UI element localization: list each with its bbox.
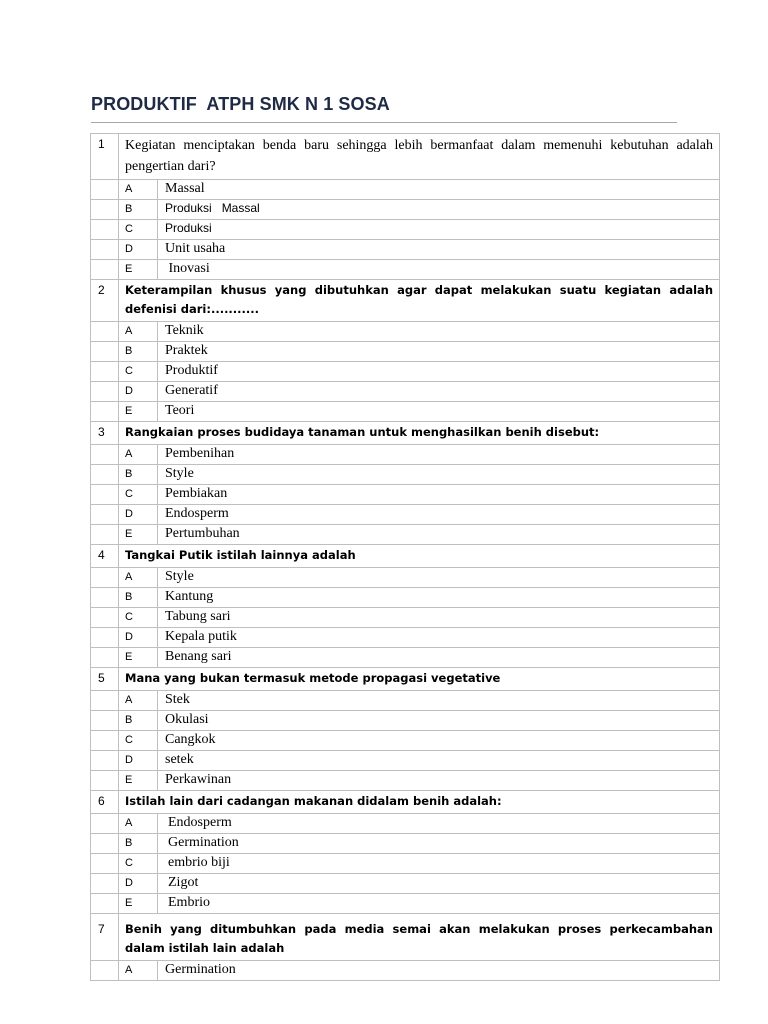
option-letter: D [119,382,158,402]
spacer-cell [91,874,119,894]
option-row [91,180,720,200]
spacer-cell [91,961,119,981]
option-text: Generatif [158,382,720,402]
question-table [90,133,720,981]
option-row [91,342,720,362]
option-row [91,465,720,485]
question-text: Kegiatan menciptakan benda baru sehingga lebih bermanfaat dalam memenuhi kebutuhan adalah pengertian dari? [119,134,720,180]
spacer-cell [91,465,119,485]
option-text: Zigot [158,874,720,894]
option-letter: A [119,322,158,342]
option-text: Style [158,568,720,588]
spacer-cell [91,260,119,280]
option-text: Germination [158,834,720,854]
question-row [91,545,720,568]
question-number: 1 [91,134,119,180]
option-row [91,220,720,240]
option-letter: C [119,362,158,382]
option-letter: E [119,525,158,545]
spacer-cell [91,220,119,240]
spacer-cell [91,731,119,751]
question-text: Istilah lain dari cadangan makanan didalam benih adalah: [119,791,720,814]
spacer-cell [91,628,119,648]
spacer-cell [91,445,119,465]
option-row [91,731,720,751]
option-letter: E [119,260,158,280]
option-row [91,961,720,981]
option-text: Perkawinan [158,771,720,791]
option-row [91,711,720,731]
option-row [91,322,720,342]
option-text: Kantung [158,588,720,608]
spacer-cell [91,691,119,711]
option-text: Stek [158,691,720,711]
question-text: Tangkai Putik istilah lainnya adalah [119,545,720,568]
option-letter: C [119,608,158,628]
option-text: Benang sari [158,648,720,668]
option-letter: D [119,751,158,771]
spacer-cell [91,771,119,791]
option-letter: C [119,485,158,505]
option-text: Embrio [158,894,720,914]
option-text: Germination [158,961,720,981]
option-text: Produksi Massal [158,200,720,220]
option-letter: E [119,648,158,668]
spacer-cell [91,894,119,914]
option-letter: D [119,874,158,894]
option-letter: A [119,691,158,711]
question-row [91,134,720,180]
option-text: Praktek [158,342,720,362]
spacer-cell [91,588,119,608]
spacer-cell [91,362,119,382]
question-row [91,422,720,445]
question-text: Rangkaian proses budidaya tanaman untuk menghasilkan benih disebut: [119,422,720,445]
spacer-cell [91,751,119,771]
option-letter: C [119,731,158,751]
option-letter: B [119,342,158,362]
option-letter: B [119,200,158,220]
question-row [91,791,720,814]
option-letter: A [119,180,158,200]
option-row [91,628,720,648]
page-title: PRODUKTIF ATPH SMK N 1 SOSA [91,94,390,114]
question-text: Benih yang ditumbuhkan pada media semai akan melakukan proses perkecambahan dalam istilah lain adalah [119,914,720,961]
spacer-cell [91,485,119,505]
spacer-cell [91,711,119,731]
option-text: Pertumbuhan [158,525,720,545]
option-letter: E [119,894,158,914]
option-row [91,402,720,422]
option-text: embrio biji [158,854,720,874]
option-row [91,240,720,260]
option-row [91,608,720,628]
spacer-cell [91,402,119,422]
question-number: 4 [91,545,119,568]
question-number: 5 [91,668,119,691]
option-text: Massal [158,180,720,200]
option-text: setek [158,751,720,771]
option-row [91,751,720,771]
option-letter: D [119,505,158,525]
question-row [91,668,720,691]
option-text: Pembenihan [158,445,720,465]
question-row [91,280,720,322]
spacer-cell [91,525,119,545]
option-row [91,771,720,791]
spacer-cell [91,608,119,628]
option-row [91,874,720,894]
option-row [91,854,720,874]
option-row [91,445,720,465]
spacer-cell [91,568,119,588]
option-row [91,691,720,711]
option-letter: E [119,402,158,422]
option-row [91,382,720,402]
option-text: Pembiakan [158,485,720,505]
spacer-cell [91,505,119,525]
option-letter: A [119,814,158,834]
option-letter: D [119,628,158,648]
option-letter: D [119,240,158,260]
option-row [91,648,720,668]
option-letter: B [119,465,158,485]
option-text: Style [158,465,720,485]
question-text: Keterampilan khusus yang dibutuhkan agar dapat melakukan suatu kegiatan adalah defenisi dari:........... [119,280,720,322]
spacer-cell [91,382,119,402]
option-letter: C [119,854,158,874]
option-letter: A [119,961,158,981]
option-letter: A [119,445,158,465]
option-letter: A [119,568,158,588]
option-text: Produksi [158,220,720,240]
question-number: 2 [91,280,119,322]
option-text: Teknik [158,322,720,342]
option-text: Produktif [158,362,720,382]
option-text: Okulasi [158,711,720,731]
spacer-cell [91,180,119,200]
option-letter: B [119,834,158,854]
question-text: Mana yang bukan termasuk metode propagasi vegetative [119,668,720,691]
option-text: Cangkok [158,731,720,751]
option-row [91,814,720,834]
option-text: Endosperm [158,505,720,525]
question-row [91,914,720,961]
option-letter: B [119,711,158,731]
option-text: Kepala putik [158,628,720,648]
option-letter: B [119,588,158,608]
option-text: Inovasi [158,260,720,280]
spacer-cell [91,814,119,834]
spacer-cell [91,200,119,220]
spacer-cell [91,834,119,854]
option-row [91,834,720,854]
option-text: Teori [158,402,720,422]
spacer-cell [91,648,119,668]
option-letter: E [119,771,158,791]
option-text: Unit usaha [158,240,720,260]
option-row [91,568,720,588]
question-number: 7 [91,914,119,961]
spacer-cell [91,322,119,342]
spacer-cell [91,854,119,874]
option-letter: C [119,220,158,240]
spacer-cell [91,240,119,260]
question-number: 6 [91,791,119,814]
option-row [91,505,720,525]
question-number: 3 [91,422,119,445]
option-text: Tabung sari [158,608,720,628]
option-row [91,362,720,382]
option-row [91,485,720,505]
option-row [91,525,720,545]
option-text: Endosperm [158,814,720,834]
option-row [91,200,720,220]
title-divider [91,122,677,123]
option-row [91,588,720,608]
option-row [91,260,720,280]
spacer-cell [91,342,119,362]
option-row [91,894,720,914]
